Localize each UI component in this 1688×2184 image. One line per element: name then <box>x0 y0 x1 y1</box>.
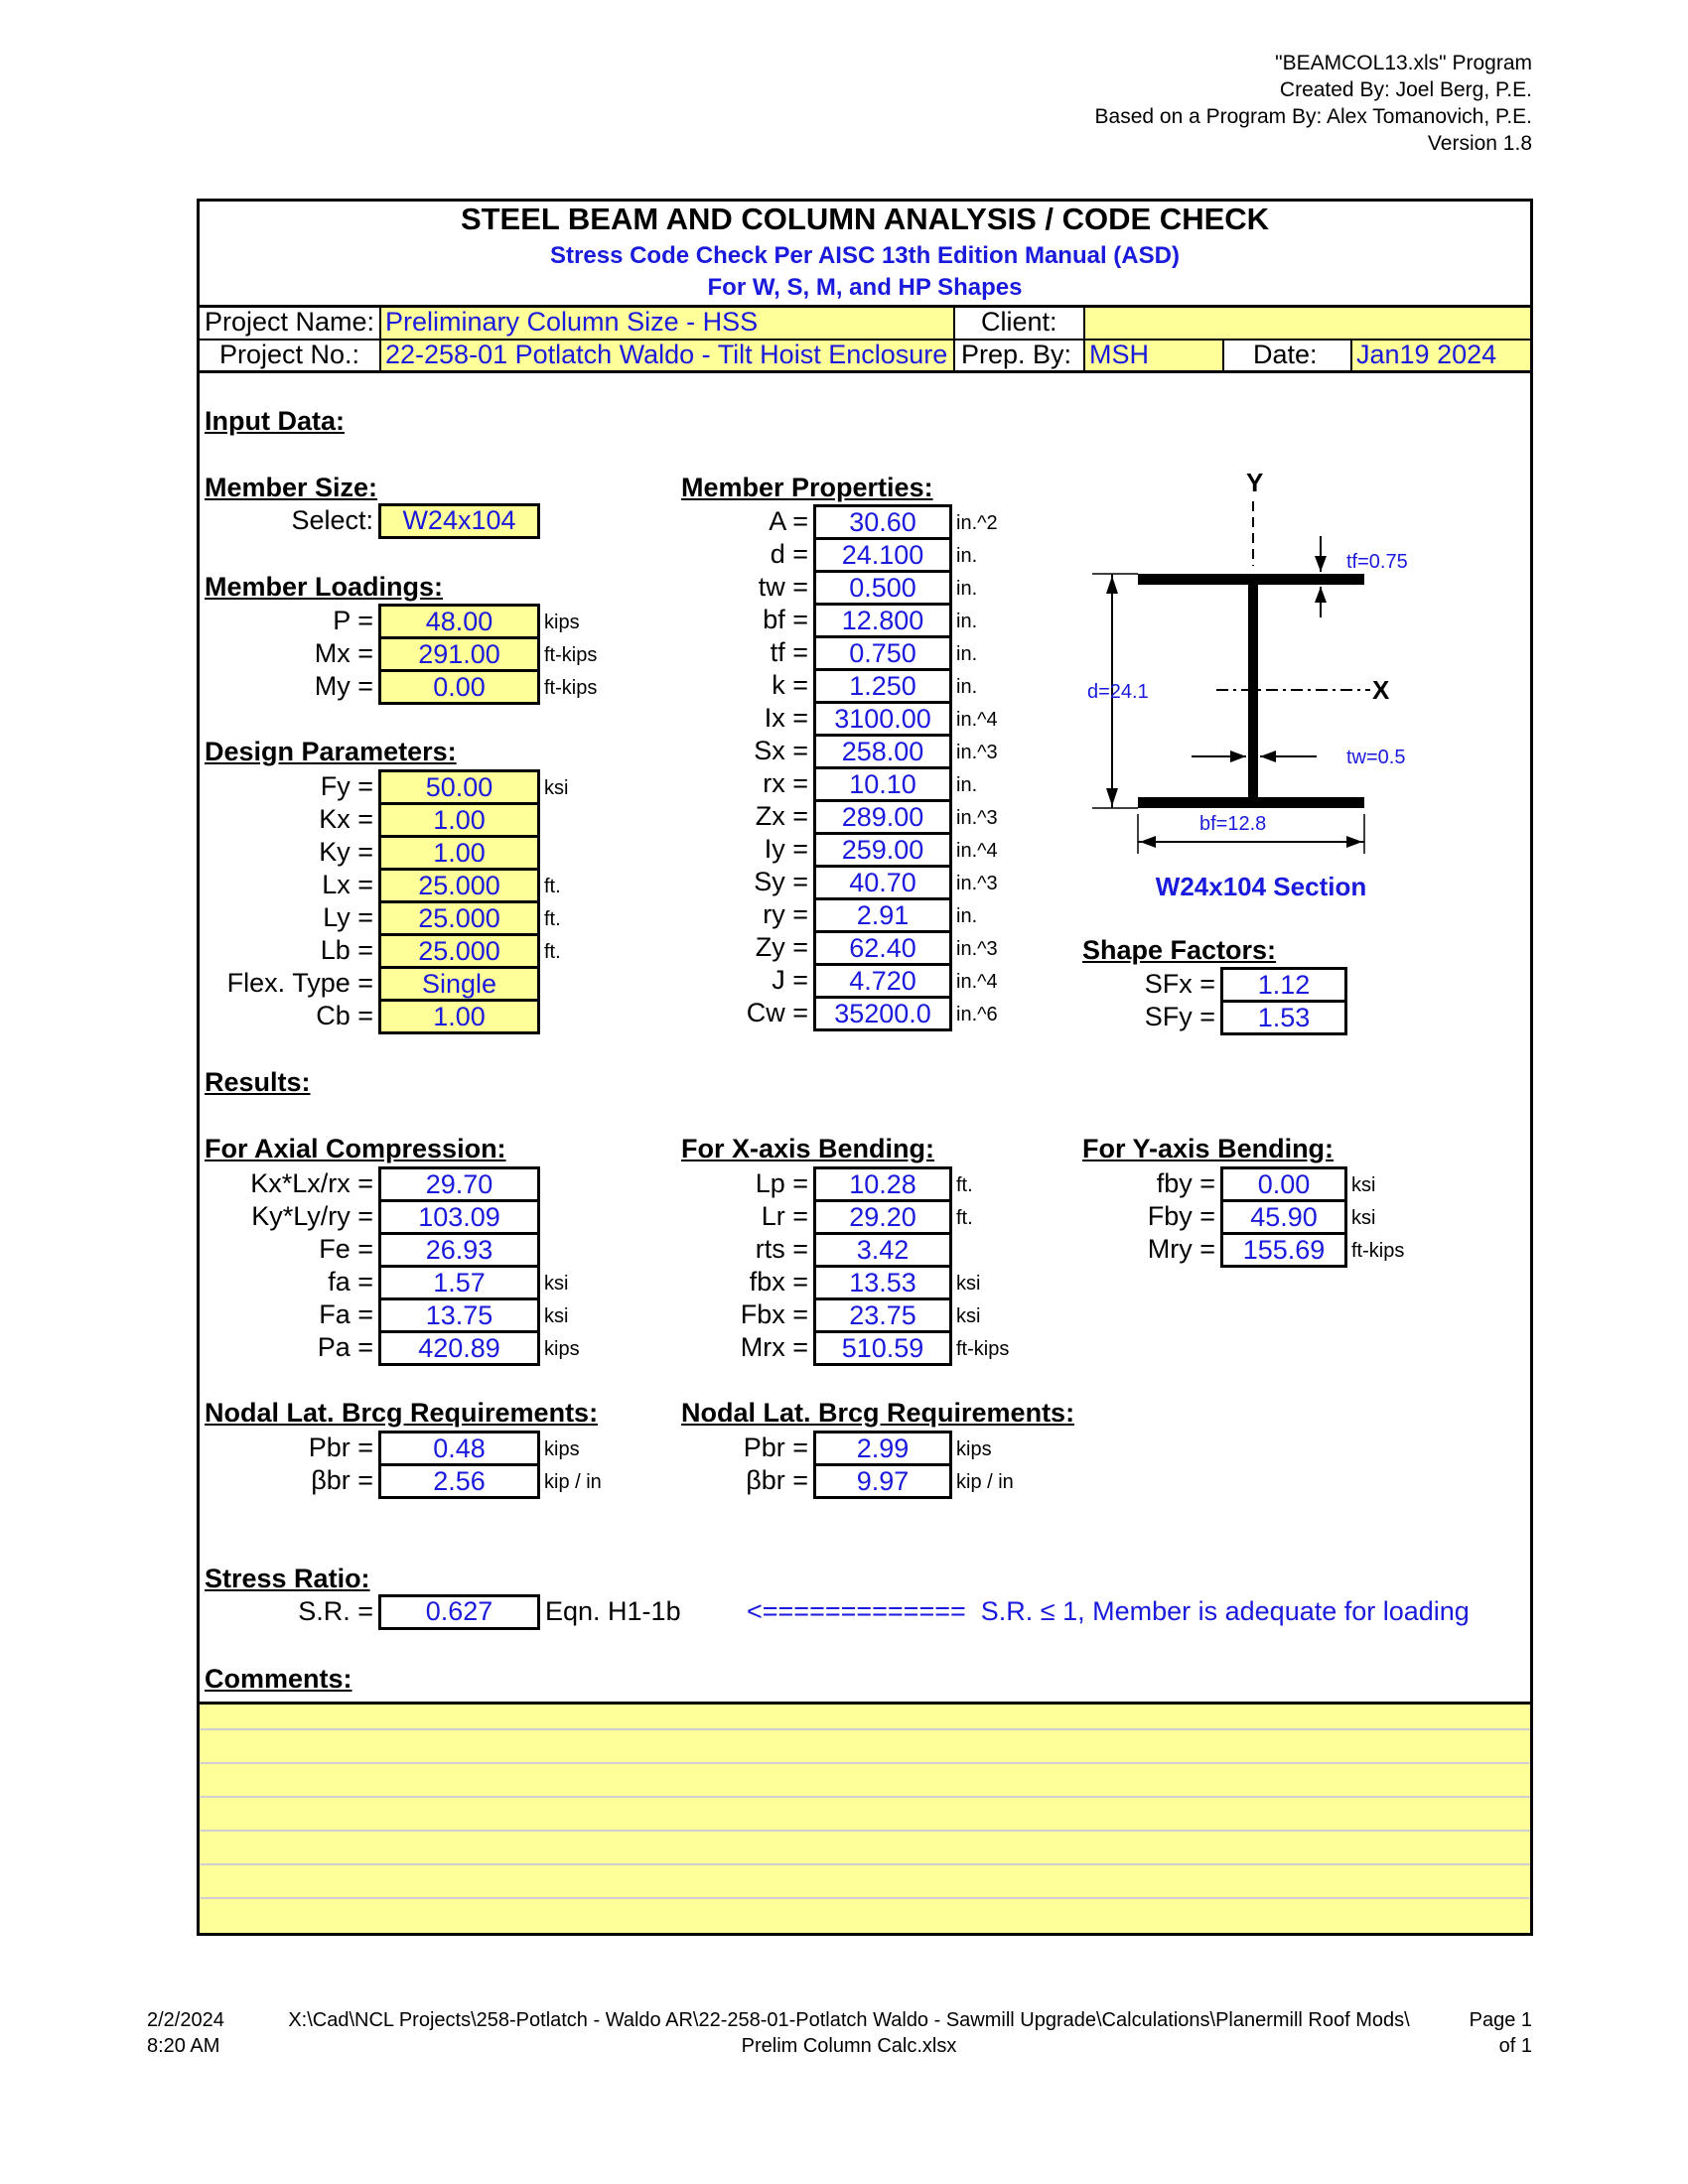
divider <box>200 370 1530 373</box>
bracing-1-unit: kips <box>544 1438 580 1460</box>
member-property-value: 12.800 <box>813 603 952 638</box>
y-bending-value: 45.90 <box>1220 1199 1347 1235</box>
x-bending-unit: ksi <box>956 1305 981 1327</box>
program-basis: Based on a Program By: Alex Tomanovich, P.E. <box>1094 105 1532 128</box>
axial-label: Kx*Lx/rx = <box>250 1168 373 1198</box>
member-property-value: 40.70 <box>813 865 952 900</box>
arrow-head <box>1315 587 1327 603</box>
bracing-1-label: Pbr = <box>308 1433 373 1462</box>
bf-dimension-label: bf=12.8 <box>1199 813 1267 835</box>
member-properties-heading: Member Properties: <box>681 473 933 502</box>
design-param-unit: ft. <box>544 941 561 963</box>
arrow-head <box>1260 751 1276 762</box>
calc-sheet-frame <box>197 199 1533 1936</box>
member-property-label: tf = <box>770 637 808 667</box>
divider <box>1222 341 1224 370</box>
y-axis-bending-heading: For Y-axis Bending: <box>1082 1134 1335 1163</box>
member-property-unit: in. <box>956 545 978 567</box>
member-property-label: Ix = <box>764 703 808 733</box>
design-param-unit: ft. <box>544 876 561 897</box>
prep-by-field[interactable]: MSH <box>1089 340 1149 369</box>
sheet-title: STEEL BEAM AND COLUMN ANALYSIS / CODE CHECK <box>460 202 1270 236</box>
client-field-bg <box>1085 308 1530 339</box>
print-date: 2/2/2024 <box>147 2009 224 2031</box>
arrow-head <box>1346 836 1362 848</box>
member-property-unit: in. <box>956 774 978 796</box>
design-param-value[interactable]: 50.00 <box>378 769 540 805</box>
member-property-label: Zx = <box>755 801 808 831</box>
program-version: Version 1.8 <box>1427 132 1532 155</box>
x-axis-bending-heading: For X-axis Bending: <box>681 1134 935 1163</box>
divider <box>379 308 381 370</box>
member-property-unit: in.^4 <box>956 840 998 862</box>
axial-unit: ksi <box>544 1305 569 1327</box>
loading-label: Mx = <box>314 638 373 668</box>
sheet-subtitle-shapes: For W, S, M, and HP Shapes <box>707 274 1023 301</box>
member-property-unit: in. <box>956 643 978 665</box>
member-property-label: rx = <box>763 768 808 798</box>
member-property-label: bf = <box>763 605 808 634</box>
project-name-label: Project Name: <box>205 307 375 337</box>
x-bending-value: 29.20 <box>813 1199 952 1235</box>
comment-line <box>200 1897 1530 1899</box>
stress-ratio-value: 0.627 <box>378 1594 540 1630</box>
member-property-value: 4.720 <box>813 963 952 999</box>
bracing-1-unit: kip / in <box>544 1471 602 1493</box>
axial-value: 29.70 <box>378 1166 540 1202</box>
shape-factor-label: SFy = <box>1144 1002 1215 1031</box>
bottom-flange <box>1138 797 1364 808</box>
axial-value: 1.57 <box>378 1265 540 1300</box>
member-property-value: 10.10 <box>813 766 952 802</box>
x-bending-label: fbx = <box>749 1267 808 1297</box>
stress-ratio-label: S.R. = <box>298 1596 373 1626</box>
y-bending-label: fby = <box>1156 1168 1215 1198</box>
axial-unit: kips <box>544 1338 580 1360</box>
prep-by-label: Prep. By: <box>961 340 1072 369</box>
member-property-value: 259.00 <box>813 832 952 868</box>
member-property-label: k = <box>772 670 808 700</box>
member-property-label: ry = <box>763 899 808 929</box>
stress-ratio-equation: Eqn. H1-1b <box>545 1596 681 1626</box>
member-property-value: 0.750 <box>813 635 952 671</box>
program-name: "BEAMCOL13.xls" Program <box>1275 52 1532 74</box>
axial-label: Fe = <box>319 1234 373 1264</box>
shape-factor-value: 1.53 <box>1220 1000 1347 1035</box>
project-no-label: Project No.: <box>219 340 360 369</box>
project-no-field[interactable]: 22-258-01 Potlatch Waldo - Tilt Hoist Enclosure <box>385 340 948 369</box>
x-bending-label: rts = <box>755 1234 808 1264</box>
design-param-label: Lx = <box>322 870 373 899</box>
stress-ratio-heading: Stress Ratio: <box>205 1564 370 1593</box>
bracing-2-label: Pbr = <box>743 1433 808 1462</box>
axial-value: 13.75 <box>378 1297 540 1333</box>
x-bending-label: Lr = <box>761 1201 808 1231</box>
d-dimension-label: d=24.1 <box>1087 681 1149 703</box>
member-property-unit: in.^3 <box>956 938 998 960</box>
bracing-1-value: 0.48 <box>378 1431 540 1466</box>
shape-factors-heading: Shape Factors: <box>1082 935 1277 965</box>
loading-value[interactable]: 291.00 <box>378 636 540 672</box>
bracing-1-label: βbr = <box>311 1465 373 1495</box>
design-param-value[interactable]: 25.000 <box>378 933 540 969</box>
design-param-value[interactable]: 1.00 <box>378 802 540 838</box>
axial-label: Ky*Ly/ry = <box>251 1201 373 1231</box>
x-bending-value: 510.59 <box>813 1330 952 1366</box>
comment-line <box>200 1796 1530 1798</box>
member-property-unit: in.^3 <box>956 807 998 829</box>
member-property-value: 1.250 <box>813 668 952 704</box>
print-time: 8:20 AM <box>147 2035 220 2057</box>
member-property-value: 2.91 <box>813 897 952 933</box>
member-property-label: d = <box>770 539 808 569</box>
design-param-label: Kx = <box>319 804 373 834</box>
member-property-value: 62.40 <box>813 930 952 966</box>
design-param-value[interactable]: 1.00 <box>378 835 540 871</box>
sheet-subtitle-code: Stress Code Check Per AISC 13th Edition Manual (ASD) <box>550 242 1180 269</box>
comments-heading: Comments: <box>205 1664 352 1694</box>
date-label: Date: <box>1253 340 1318 369</box>
bracing-requirements-heading-1: Nodal Lat. Brcg Requirements: <box>205 1398 599 1428</box>
loading-label: P = <box>333 606 373 635</box>
page-number-line1: Page 1 <box>1469 2009 1532 2031</box>
design-param-value[interactable]: 25.000 <box>378 900 540 936</box>
member-property-label: Cw = <box>746 998 808 1027</box>
member-property-label: Iy = <box>764 834 808 864</box>
member-property-label: Sx = <box>754 736 808 765</box>
input-data-heading: Input Data: <box>205 406 345 436</box>
program-author: Created By: Joel Berg, P.E. <box>1279 78 1532 101</box>
comment-line <box>200 1863 1530 1865</box>
y-axis-label: Y <box>1246 468 1264 497</box>
y-bending-value: 0.00 <box>1220 1166 1347 1202</box>
select-label: Select: <box>291 505 373 535</box>
y-bending-unit: ksi <box>1351 1207 1376 1229</box>
axial-label: fa = <box>328 1267 373 1297</box>
shape-factor-label: SFx = <box>1144 969 1215 999</box>
bracing-2-label: βbr = <box>746 1465 808 1495</box>
comments-divider <box>200 1702 1530 1705</box>
y-bending-label: Fby = <box>1147 1201 1215 1231</box>
loading-value[interactable]: 48.00 <box>378 604 540 639</box>
loading-unit: kips <box>544 612 580 633</box>
member-property-unit: in. <box>956 905 978 927</box>
comment-line <box>200 1728 1530 1730</box>
comment-line <box>200 1762 1530 1764</box>
divider <box>1083 308 1085 370</box>
arrow-head <box>1230 751 1246 762</box>
axial-value: 420.89 <box>378 1330 540 1366</box>
member-property-unit: in.^6 <box>956 1004 998 1025</box>
tf-dimension-label: tf=0.75 <box>1346 551 1408 573</box>
x-bending-label: Mrx = <box>740 1332 808 1362</box>
page-number-line2: of 1 <box>1498 2035 1532 2057</box>
x-bending-unit: ft. <box>956 1174 973 1196</box>
member-property-label: tw = <box>758 572 808 602</box>
bracing-2-value: 2.99 <box>813 1431 952 1466</box>
x-bending-label: Fbx = <box>740 1299 808 1329</box>
date-field[interactable]: Jan19 2024 <box>1356 340 1497 369</box>
design-param-label: Flex. Type = <box>226 968 373 998</box>
project-name-field[interactable]: Preliminary Column Size - HSS <box>385 307 759 337</box>
member-property-unit: in.^3 <box>956 873 998 894</box>
loading-label: My = <box>314 671 373 701</box>
member-size-select[interactable]: W24x104 <box>378 503 540 539</box>
arrow-head <box>1106 788 1118 806</box>
design-param-unit: ft. <box>544 908 561 930</box>
axial-label: Fa = <box>319 1299 373 1329</box>
member-property-unit: in. <box>956 676 978 698</box>
member-property-value: 258.00 <box>813 734 952 769</box>
shape-factor-value: 1.12 <box>1220 967 1347 1003</box>
member-property-label: J = <box>772 965 808 995</box>
axial-value: 103.09 <box>378 1199 540 1235</box>
x-bending-value: 3.42 <box>813 1232 952 1268</box>
member-property-value: 24.100 <box>813 537 952 573</box>
file-path-name: Prelim Column Calc.xlsx <box>741 2035 957 2057</box>
axial-label: Pa = <box>317 1332 373 1362</box>
file-path <box>253 2007 1445 2059</box>
axial-unit: ksi <box>544 1273 569 1295</box>
arrow-head <box>1106 576 1118 594</box>
member-property-label: Zy = <box>755 932 808 962</box>
member-property-unit: in.^2 <box>956 512 998 534</box>
y-bending-label: Mry = <box>1147 1234 1215 1264</box>
loading-unit: ft-kips <box>544 677 598 699</box>
y-bending-value: 155.69 <box>1220 1232 1347 1268</box>
member-property-value: 0.500 <box>813 570 952 606</box>
loading-value[interactable]: 0.00 <box>378 669 540 705</box>
design-parameters-heading: Design Parameters: <box>205 737 457 766</box>
arrow-head <box>1315 556 1327 572</box>
member-property-value: 3100.00 <box>813 701 952 737</box>
y-bending-unit: ksi <box>1351 1174 1376 1196</box>
y-bending-unit: ft-kips <box>1351 1240 1405 1262</box>
design-param-label: Fy = <box>320 771 373 801</box>
x-bending-value: 23.75 <box>813 1297 952 1333</box>
design-param-value[interactable]: 1.00 <box>378 999 540 1034</box>
bracing-2-value: 9.97 <box>813 1463 952 1499</box>
member-property-unit: in.^4 <box>956 709 998 731</box>
design-param-label: Lb = <box>320 935 373 965</box>
member-property-value: 289.00 <box>813 799 952 835</box>
bracing-requirements-heading-2: Nodal Lat. Brcg Requirements: <box>681 1398 1075 1428</box>
member-size-heading: Member Size: <box>205 473 378 502</box>
design-param-value[interactable]: Single <box>378 966 540 1002</box>
client-label: Client: <box>981 307 1057 337</box>
design-param-label: Ky = <box>319 837 373 867</box>
print-datetime <box>147 2007 224 2059</box>
top-flange <box>1138 574 1364 585</box>
arrow-head <box>1140 836 1156 848</box>
axial-compression-heading: For Axial Compression: <box>205 1134 506 1163</box>
x-bending-label: Lp = <box>755 1168 808 1198</box>
axial-value: 26.93 <box>378 1232 540 1268</box>
w-section-diagram <box>1082 467 1440 884</box>
design-param-label: Ly = <box>323 902 373 932</box>
design-param-unit: ksi <box>544 777 569 799</box>
member-loadings-heading: Member Loadings: <box>205 572 444 602</box>
bracing-1-value: 2.56 <box>378 1463 540 1499</box>
member-property-value: 30.60 <box>813 504 952 540</box>
stress-ratio-note: <============= S.R. ≤ 1, Member is adequate for loading <box>747 1596 1470 1626</box>
member-property-label: A = <box>769 506 808 536</box>
x-axis-label: X <box>1372 675 1390 705</box>
x-bending-unit: ft. <box>956 1207 973 1229</box>
section-caption: W24x104 Section <box>1155 872 1367 901</box>
comment-line <box>200 1830 1530 1832</box>
x-bending-unit: ksi <box>956 1273 981 1295</box>
page-number <box>1470 2007 1532 2059</box>
file-path-directory: X:\Cad\NCL Projects\258-Potlatch - Waldo AR\22-258-01-Potlatch Waldo - Sawmill Upgrade\Calculations\Planermill Roof Mods\ <box>288 2009 1410 2031</box>
member-property-unit: in. <box>956 611 978 632</box>
x-bending-value: 10.28 <box>813 1166 952 1202</box>
x-bending-value: 13.53 <box>813 1265 952 1300</box>
divider <box>1350 341 1352 370</box>
member-property-label: Sy = <box>754 867 808 896</box>
design-param-label: Cb = <box>316 1001 373 1030</box>
loading-unit: ft-kips <box>544 644 598 666</box>
results-heading: Results: <box>205 1067 311 1097</box>
x-bending-unit: ft-kips <box>956 1338 1010 1360</box>
member-property-unit: in.^3 <box>956 742 998 763</box>
divider <box>953 308 955 370</box>
member-property-value: 35200.0 <box>813 996 952 1031</box>
program-info <box>1095 50 1532 157</box>
design-param-value[interactable]: 25.000 <box>378 868 540 903</box>
member-property-unit: in. <box>956 578 978 600</box>
member-property-unit: in.^4 <box>956 971 998 993</box>
tw-dimension-label: tw=0.5 <box>1346 747 1406 768</box>
bracing-2-unit: kips <box>956 1438 992 1460</box>
bracing-2-unit: kip / in <box>956 1471 1014 1493</box>
